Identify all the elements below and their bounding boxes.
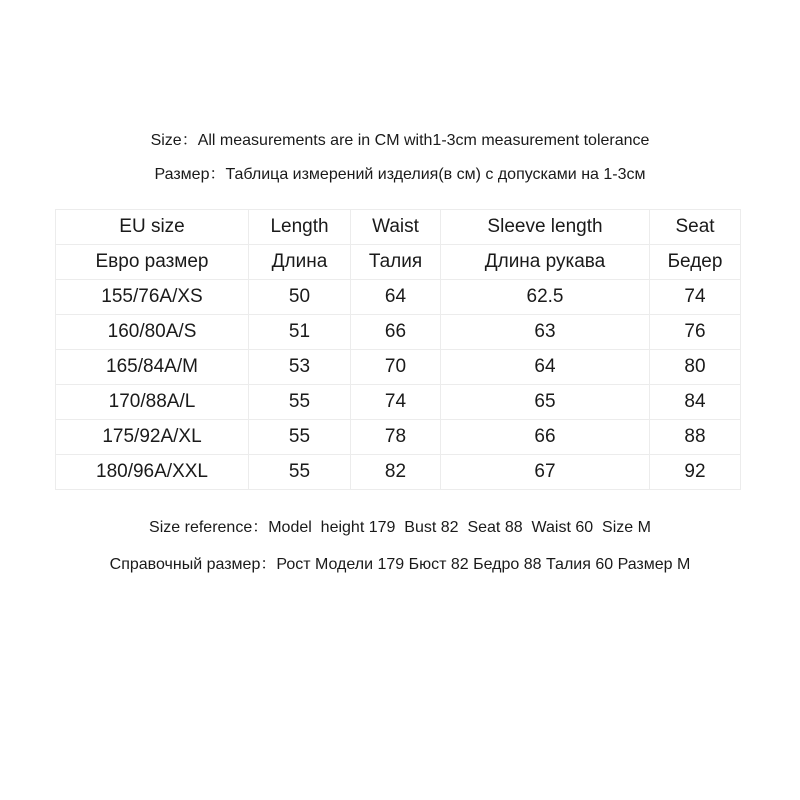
cell-length: 55 <box>249 455 351 490</box>
cell-length: 53 <box>249 350 351 385</box>
measurement-note-en: Size：All measurements are in CM with1-3cm measurement tolerance <box>150 132 650 149</box>
header-row-en <box>56 210 741 245</box>
cell-waist: 78 <box>351 420 441 455</box>
header-length-ru: Длина <box>249 245 351 280</box>
cell-seat: 74 <box>650 280 741 315</box>
table-row <box>56 315 741 350</box>
table-row <box>56 420 741 455</box>
cell-waist: 74 <box>351 385 441 420</box>
cell-length: 55 <box>249 420 351 455</box>
cell-seat: 84 <box>650 385 741 420</box>
header-waist-ru: Талия <box>351 245 441 280</box>
cell-waist: 66 <box>351 315 441 350</box>
header-length: Length <box>249 210 351 245</box>
table-row <box>56 455 741 490</box>
cell-sleeve-length: 66 <box>441 420 650 455</box>
size-reference-en: Size reference：Model height 179 Bust 82 Seat 88 Waist 60 Size M <box>149 519 651 536</box>
cell-length: 50 <box>249 280 351 315</box>
cell-sleeve-length: 63 <box>441 315 650 350</box>
cell-length: 55 <box>249 385 351 420</box>
size-chart-table <box>55 209 741 490</box>
cell-waist: 64 <box>351 280 441 315</box>
cell-seat: 88 <box>650 420 741 455</box>
header-seat: Seat <box>650 210 741 245</box>
size-reference-ru: Справочный размер：Рост Модели 179 Бюст 82 Бедро 88 Талия 60 Размер M <box>109 556 691 573</box>
header-seat-ru: Бедер <box>650 245 741 280</box>
cell-eu-size: 160/80A/S <box>56 315 249 350</box>
header-eu-size-ru: Евро размер <box>56 245 249 280</box>
cell-sleeve-length: 62.5 <box>441 280 650 315</box>
cell-eu-size: 165/84A/M <box>56 350 249 385</box>
header-sleeve-length-ru: Длина рукава <box>441 245 650 280</box>
cell-sleeve-length: 67 <box>441 455 650 490</box>
table-row <box>56 350 741 385</box>
cell-waist: 70 <box>351 350 441 385</box>
cell-seat: 92 <box>650 455 741 490</box>
table-row <box>56 385 741 420</box>
cell-seat: 76 <box>650 315 741 350</box>
header-sleeve-length: Sleeve length <box>441 210 650 245</box>
cell-eu-size: 175/92A/XL <box>56 420 249 455</box>
header-waist: Waist <box>351 210 441 245</box>
cell-eu-size: 170/88A/L <box>56 385 249 420</box>
table-row <box>56 280 741 315</box>
cell-sleeve-length: 65 <box>441 385 650 420</box>
header-row-ru <box>56 245 741 280</box>
header-eu-size: EU size <box>56 210 249 245</box>
cell-eu-size: 155/76A/XS <box>56 280 249 315</box>
cell-sleeve-length: 64 <box>441 350 650 385</box>
cell-eu-size: 180/96A/XXL <box>56 455 249 490</box>
cell-length: 51 <box>249 315 351 350</box>
measurement-note-ru: Размер：Таблица измерений изделия(в см) с допусками на 1-3см <box>154 166 646 183</box>
cell-waist: 82 <box>351 455 441 490</box>
cell-seat: 80 <box>650 350 741 385</box>
